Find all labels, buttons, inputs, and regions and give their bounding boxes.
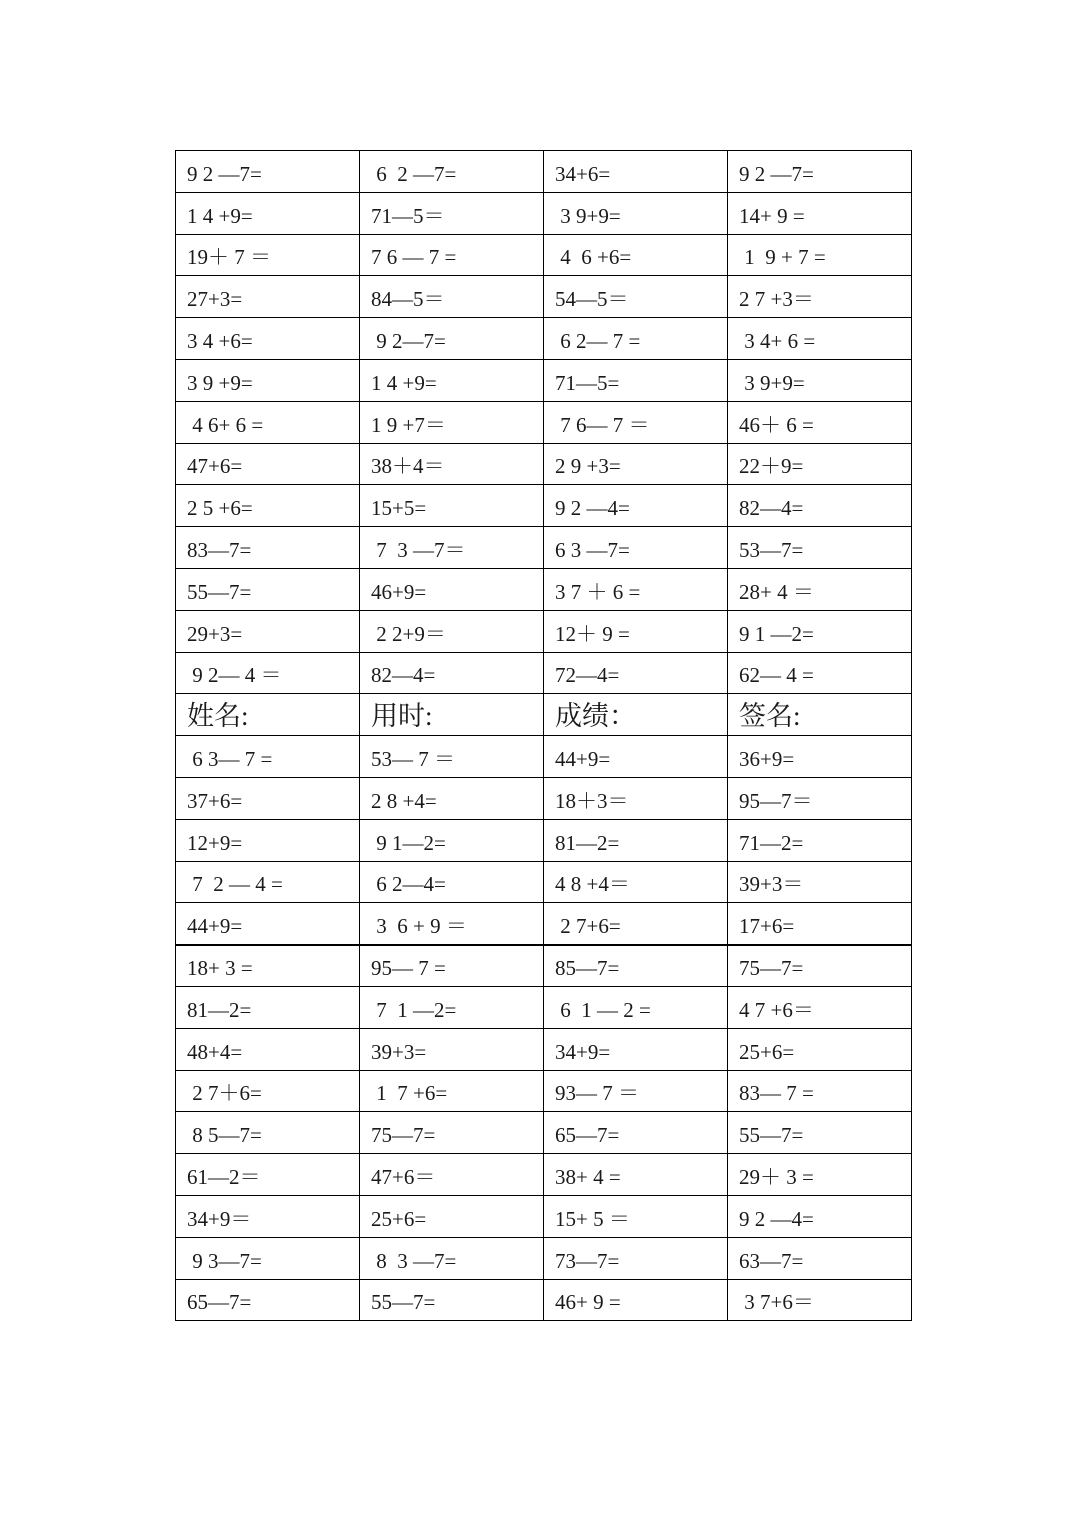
problem-row [176,151,912,193]
info-label-cell: 姓名: [176,694,360,736]
problem-cell: 18＋3＝ [544,777,728,819]
info-header-row [176,694,912,736]
problem-row [176,1279,912,1321]
problem-cell: 15+5= [360,485,544,527]
problem-cell: 44+9= [544,736,728,778]
info-label-cell: 用时: [360,694,544,736]
problem-cell: 4 7 +6＝ [728,986,912,1028]
problem-cell: 73—7= [544,1237,728,1279]
problem-cell: 9 3—7= [176,1237,360,1279]
problem-cell: 71—5＝ [360,192,544,234]
problem-cell: 65—7= [176,1279,360,1321]
problem-cell: 3 4 +6= [176,318,360,360]
problem-cell: 47+6＝ [360,1154,544,1196]
problem-row [176,234,912,276]
problem-cell: 12+9= [176,819,360,861]
problem-row [176,903,912,945]
problem-cell: 83—7= [176,527,360,569]
problem-cell: 18+ 3 = [176,945,360,987]
problem-cell: 9 2 —7= [728,151,912,193]
problem-cell: 38+ 4 = [544,1154,728,1196]
problem-cell: 19＋ 7 ＝ [176,234,360,276]
problem-cell: 6 3— 7 = [176,736,360,778]
problem-row [176,527,912,569]
problem-cell: 27+3= [176,276,360,318]
problem-cell: 7 3 —7＝ [360,527,544,569]
problem-cell: 9 2 —7= [176,151,360,193]
problem-cell: 6 2—4= [360,861,544,903]
problem-cell: 7 6 — 7 = [360,234,544,276]
problem-cell: 54—5＝ [544,276,728,318]
problem-row [176,1070,912,1112]
problem-row [176,1028,912,1070]
problem-cell: 4 8 +4＝ [544,861,728,903]
problem-cell: 48+4= [176,1028,360,1070]
arithmetic-worksheet-table [175,150,912,1321]
problem-row [176,443,912,485]
problem-cell: 46+ 9 = [544,1279,728,1321]
problem-cell: 8 5—7= [176,1112,360,1154]
problem-cell: 29+3= [176,610,360,652]
problem-cell: 2 7 +3＝ [728,276,912,318]
problem-cell: 53—7= [728,527,912,569]
problem-cell: 55—7= [728,1112,912,1154]
problem-cell: 9 1—2= [360,819,544,861]
problem-row [176,359,912,401]
problem-cell: 17+6= [728,903,912,945]
problem-cell: 6 1 — 2 = [544,986,728,1028]
problem-cell: 12＋ 9 = [544,610,728,652]
problem-row [176,861,912,903]
problem-row [176,652,912,694]
info-label-cell: 成绩： [544,694,728,736]
problem-cell: 46+9= [360,568,544,610]
problem-row [176,1237,912,1279]
problem-cell: 9 2 —4= [728,1195,912,1237]
problem-cell: 2 2+9＝ [360,610,544,652]
problem-cell: 7 2 — 4 = [176,861,360,903]
problem-cell: 38＋4＝ [360,443,544,485]
problem-cell: 82—4= [728,485,912,527]
problem-row [176,945,912,987]
problem-row [176,1154,912,1196]
problem-cell: 6 3 —7= [544,527,728,569]
problem-cell: 9 2—7= [360,318,544,360]
problem-cell: 93— 7 ＝ [544,1070,728,1112]
problem-cell: 9 2 —4= [544,485,728,527]
problem-cell: 29＋ 3 = [728,1154,912,1196]
problem-cell: 25+6= [360,1195,544,1237]
problem-cell: 7 1 —2= [360,986,544,1028]
problem-cell: 81—2= [176,986,360,1028]
problem-cell: 39+3= [360,1028,544,1070]
problem-cell: 55—7= [176,568,360,610]
problem-row [176,736,912,778]
problem-cell: 8 3 —7= [360,1237,544,1279]
problem-cell: 47+6= [176,443,360,485]
problem-row [176,276,912,318]
problem-cell: 25+6= [728,1028,912,1070]
problem-cell: 6 2 —7= [360,151,544,193]
problem-cell: 4 6+ 6 = [176,401,360,443]
problem-cell: 83— 7 = [728,1070,912,1112]
problem-cell: 46＋ 6 = [728,401,912,443]
problem-cell: 1 9 + 7 = [728,234,912,276]
problem-cell: 3 4+ 6 = [728,318,912,360]
problem-cell: 1 4 +9= [176,192,360,234]
problem-cell: 2 8 +4= [360,777,544,819]
problem-cell: 75—7= [728,945,912,987]
problem-cell: 71—2= [728,819,912,861]
problem-cell: 34+6= [544,151,728,193]
problem-cell: 55—7= [360,1279,544,1321]
problem-cell: 62— 4 = [728,652,912,694]
problem-cell: 63—7= [728,1237,912,1279]
problem-cell: 1 4 +9= [360,359,544,401]
problem-row [176,568,912,610]
problem-cell: 2 9 +3= [544,443,728,485]
problem-cell: 75—7= [360,1112,544,1154]
problem-row [176,610,912,652]
problem-cell: 39+3＝ [728,861,912,903]
problem-cell: 84—5＝ [360,276,544,318]
problem-cell: 4 6 +6= [544,234,728,276]
problem-cell: 2 7＋6= [176,1070,360,1112]
problem-cell: 95— 7 = [360,945,544,987]
problem-cell: 34+9＝ [176,1195,360,1237]
problem-cell: 95—7＝ [728,777,912,819]
problem-cell: 28+ 4 ＝ [728,568,912,610]
problem-cell: 85—7= [544,945,728,987]
problem-row [176,192,912,234]
problem-row [176,485,912,527]
problem-cell: 22＋9= [728,443,912,485]
problem-row [176,1112,912,1154]
problem-cell: 3 9+9= [544,192,728,234]
problem-cell: 7 6— 7 ＝ [544,401,728,443]
problem-cell: 3 7+6＝ [728,1279,912,1321]
problem-cell: 2 7+6= [544,903,728,945]
problem-cell: 44+9= [176,903,360,945]
problem-cell: 71—5= [544,359,728,401]
problem-row [176,318,912,360]
problem-cell: 9 2— 4 ＝ [176,652,360,694]
info-label-cell: 签名: [728,694,912,736]
problem-cell: 37+6= [176,777,360,819]
problem-cell: 3 9 +9= [176,359,360,401]
problem-cell: 14+ 9 = [728,192,912,234]
problem-cell: 82—4= [360,652,544,694]
problem-cell: 36+9= [728,736,912,778]
problem-cell: 9 1 —2= [728,610,912,652]
problem-cell: 61—2＝ [176,1154,360,1196]
problem-row [176,819,912,861]
problem-cell: 53— 7 ＝ [360,736,544,778]
problem-cell: 3 9+9= [728,359,912,401]
problem-row [176,986,912,1028]
problem-cell: 72—4= [544,652,728,694]
problem-cell: 3 6 + 9 ＝ [360,903,544,945]
problem-cell: 34+9= [544,1028,728,1070]
problem-cell: 15+ 5 ＝ [544,1195,728,1237]
problem-cell: 6 2— 7 = [544,318,728,360]
problem-row [176,777,912,819]
problem-cell: 3 7 ＋ 6 = [544,568,728,610]
problem-cell: 2 5 +6= [176,485,360,527]
problem-cell: 1 9 +7＝ [360,401,544,443]
problem-cell: 65—7= [544,1112,728,1154]
problem-cell: 1 7 +6= [360,1070,544,1112]
problem-cell: 81—2= [544,819,728,861]
problem-row [176,1195,912,1237]
worksheet-body [176,151,912,1321]
problem-row [176,401,912,443]
